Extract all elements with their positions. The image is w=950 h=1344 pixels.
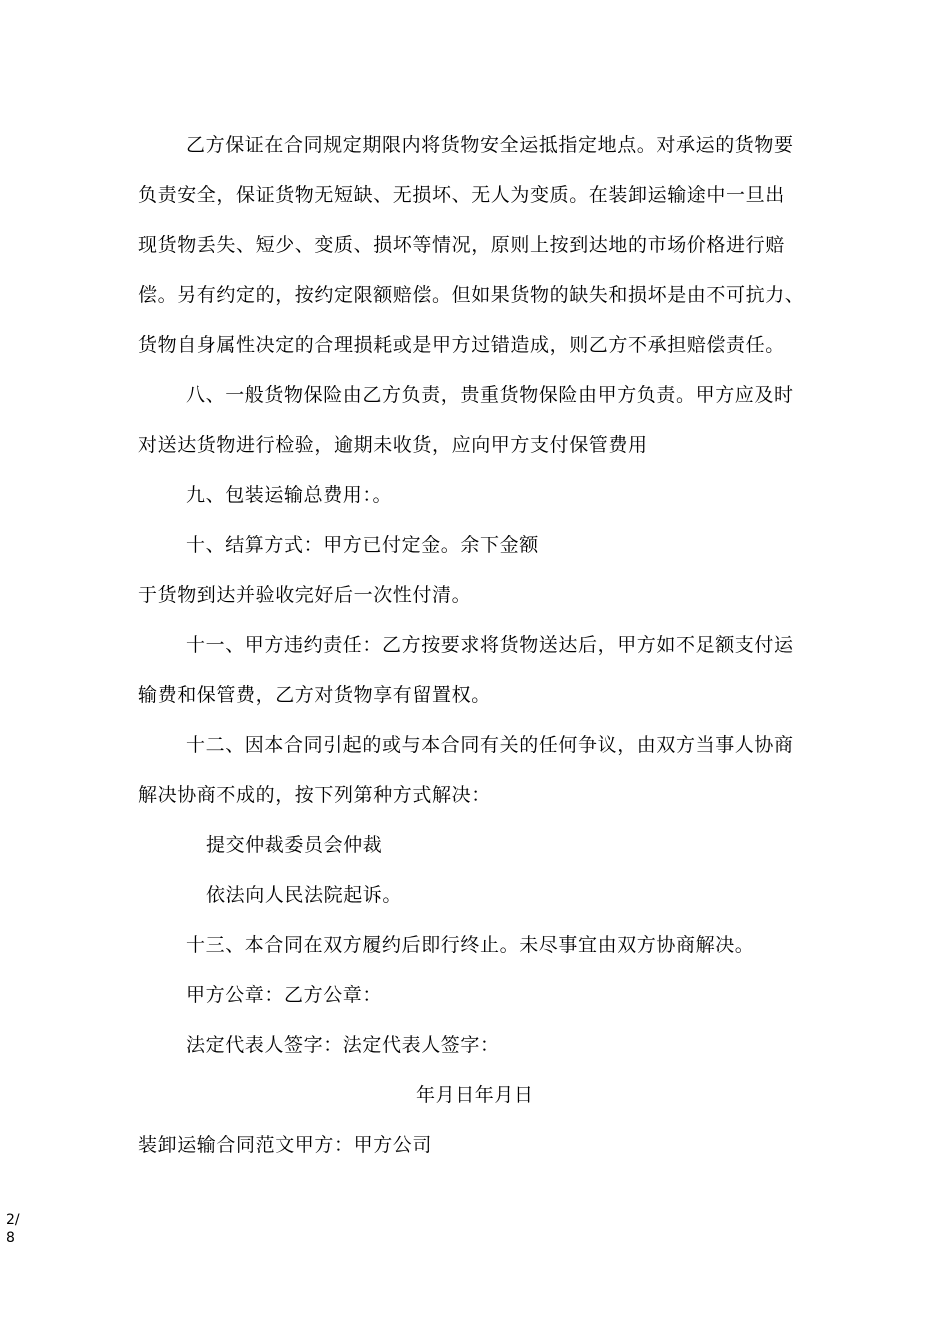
- clause-12-line: 解决协商不成的，按下列第种方式解决：: [138, 784, 491, 806]
- clause-10-line: 十、结算方式：甲方已付定金。余下金额: [186, 534, 539, 556]
- page-number-total: 8: [6, 1230, 15, 1246]
- dispute-option-court: 依法向人民法院起诉。: [206, 884, 403, 906]
- clause-8-line: 对送达货物进行检验，逾期未收货，应向甲方支付保管费用: [138, 434, 648, 456]
- seal-line: 甲方公章：乙方公章：: [186, 984, 383, 1006]
- date-line: 年月日年月日: [416, 1084, 534, 1106]
- paragraph-line: 货物自身属性决定的合理损耗或是甲方过错造成，则乙方不承担赔偿责任。: [138, 334, 785, 356]
- paragraph-line: 现货物丢失、短少、变质、损坏等情况，原则上按到达地的市场价格进行赔: [138, 234, 785, 256]
- clause-13-line: 十三、本合同在双方履约后即行终止。未尽事宜由双方协商解决。: [186, 934, 755, 956]
- page-number-current: 2/: [6, 1212, 20, 1228]
- clause-11-line: 输费和保管费，乙方对货物享有留置权。: [138, 684, 491, 706]
- dispute-option-arbitration: 提交仲裁委员会仲裁: [206, 834, 383, 856]
- paragraph-line: 偿。另有约定的，按约定限额赔偿。但如果货物的缺失和损坏是由不可抗力、: [138, 284, 805, 306]
- paragraph-line: 负责安全，保证货物无短缺、无损坏、无人为变质。在装卸运输途中一旦出: [138, 184, 785, 206]
- clause-9-line: 九、包装运输总费用：。: [186, 484, 393, 506]
- clause-12-line: 十二、因本合同引起的或与本合同有关的任何争议，由双方当事人协商: [186, 734, 794, 756]
- clause-10-line: 于货物到达并验收完好后一次性付清。: [138, 584, 472, 606]
- next-section-title: 装卸运输合同范文甲方：甲方公司: [138, 1134, 433, 1156]
- paragraph-line: 乙方保证在合同规定期限内将货物安全运抵指定地点。对承运的货物要: [186, 134, 794, 156]
- signature-line: 法定代表人签字：法定代表人签字：: [186, 1034, 500, 1056]
- clause-8-line: 八、一般货物保险由乙方负责，贵重货物保险由甲方负责。甲方应及时: [186, 384, 794, 406]
- clause-11-line: 十一、甲方违约责任：乙方按要求将货物送达后，甲方如不足额支付运: [186, 634, 794, 656]
